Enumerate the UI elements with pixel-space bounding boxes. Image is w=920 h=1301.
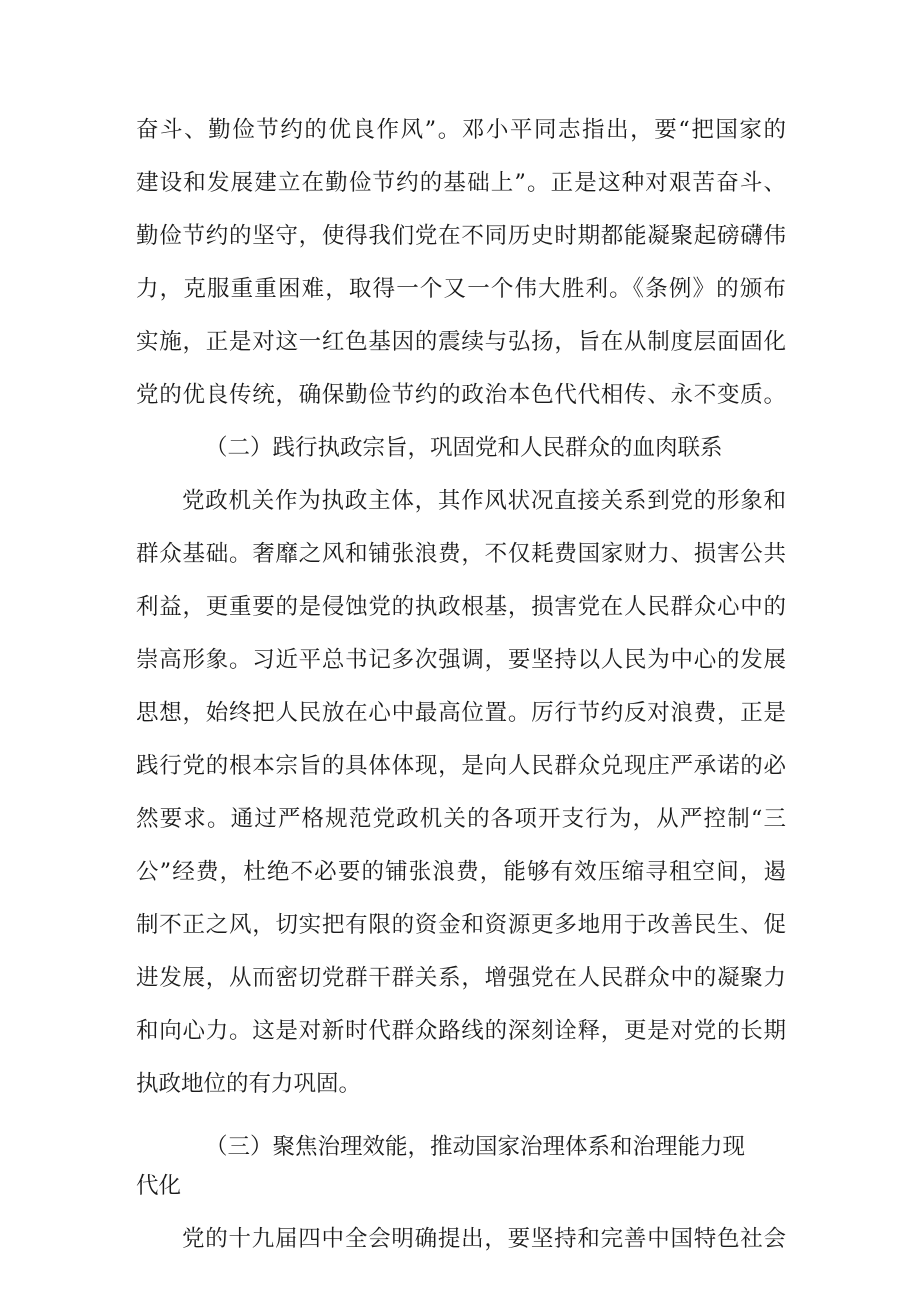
section-heading-2: （二）践行执政宗旨，巩固党和人民群众的血肉联系: [205, 435, 723, 461]
paragraph-line: 崇高形象。习近平总书记多次强调，要坚持以人民为中心的发展: [136, 647, 786, 673]
section-heading-3-cont: 代化: [136, 1173, 182, 1199]
paragraph-line: 力，克服重重困难，取得一个又一个伟大胜利。《条例》的颁布: [136, 276, 786, 302]
paragraph-line: 思想，始终把人民放在心中最高位置。厉行节约反对浪费，正是: [136, 700, 786, 726]
paragraph-line: 群众基础。奢靡之风和铺张浪费，不仅耗费国家财力、损害公共: [136, 541, 786, 567]
paragraph-line: 践行党的根本宗旨的具体体现，是向人民群众兑现庄严承诺的必: [136, 753, 786, 779]
paragraph-line: 奋斗、勤俭节约的优良作风”。邓小平同志指出，要“把国家的: [136, 117, 786, 143]
paragraph-line: 利益，更重要的是侵蚀党的执政根基，损害党在人民群众心中的: [136, 594, 786, 620]
paragraph-line: 公”经费，杜绝不必要的铺张浪费，能够有效压缩寻租空间，遏: [136, 859, 786, 885]
paragraph-line: 党的十九届四中全会明确提出，要坚持和完善中国特色社会: [182, 1226, 786, 1252]
paragraph-line: 执政地位的有力巩固。: [136, 1071, 362, 1097]
paragraph-line: 然要求。通过严格规范党政机关的各项开支行为，从严控制“三: [136, 806, 786, 832]
paragraph-line: 党政机关作为执政主体，其作风状况直接关系到党的形象和: [182, 488, 786, 514]
paragraph-line: 党的优良传统，确保勤俭节约的政治本色代代相传、永不变质。: [136, 382, 786, 408]
paragraph-line: 勤俭节约的坚守，使得我们党在不同历史时期都能凝聚起磅礴伟: [136, 223, 786, 249]
paragraph-line: 实施，正是对这一红色基因的震续与弘扬，旨在从制度层面固化: [136, 329, 786, 355]
paragraph-line: 进发展，从而密切党群干群关系，增强党在人民群众中的凝聚力: [136, 965, 786, 991]
paragraph-line: 制不正之风，切实把有限的资金和资源更多地用于改善民生、促: [136, 912, 786, 938]
paragraph-line: 建设和发展建立在勤俭节约的基础上”。正是这种对艰苦奋斗、: [136, 170, 786, 196]
section-heading-3: （三）聚焦治理效能，推动国家治理体系和治理能力现: [205, 1134, 746, 1160]
paragraph-line: 和向心力。这是对新时代群众路线的深刻诠释，更是对党的长期: [136, 1018, 786, 1044]
